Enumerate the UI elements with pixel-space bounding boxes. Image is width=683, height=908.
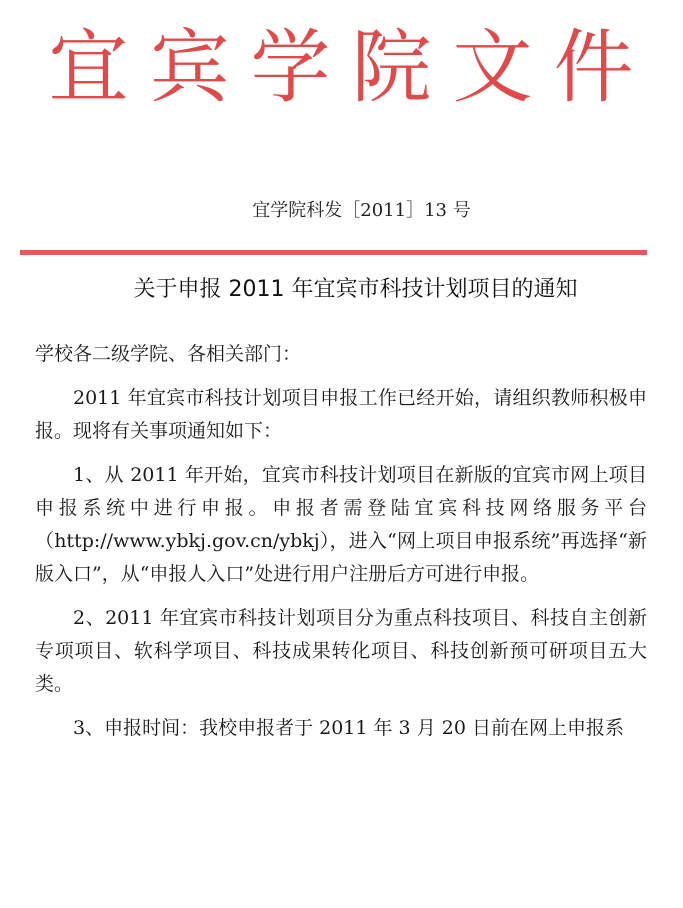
greeting-line: 学校各二级学院、各相关部门： [35,343,302,365]
paragraph-item-2: 2、2011 年宜宾市科技计划项目分为重点科技项目、科技自主创新专项项目、软科学项目、科技成果转化项目、科技创新预可研项目五大类。 [35,607,647,695]
red-divider-line [20,250,647,255]
paragraph-intro: 2011 年宜宾市科技计划项目申报工作已经开始，请组织教师积极申报。现将有关事项通知如下： [35,387,647,442]
document-body [35,338,647,756]
document-number: 宜学院科发［2011］13 号 [252,200,471,221]
paragraph-item-3: 3、申报时间：我校申报者于 2011 年 3 月 20 日前在网上申报系 [73,717,624,739]
notice-title: 关于申报 2011 年宜宾市科技计划项目的通知 [133,277,578,302]
document-header-title: 宜宾学院文件 [48,21,655,114]
paragraph-item-1: 1、从 2011 年开始，宜宾市科技计划项目在新版的宜宾市网上项目申报系统中进行申报。申报者需登陆宜宾科技网络服务平台（http://www.ybkj.gov.cn/ybkj），进入“网上项目申报系统”再选择“新版入口”，从“申报人入口”处进行用户注册后方可进行申报。 [35,464,647,585]
